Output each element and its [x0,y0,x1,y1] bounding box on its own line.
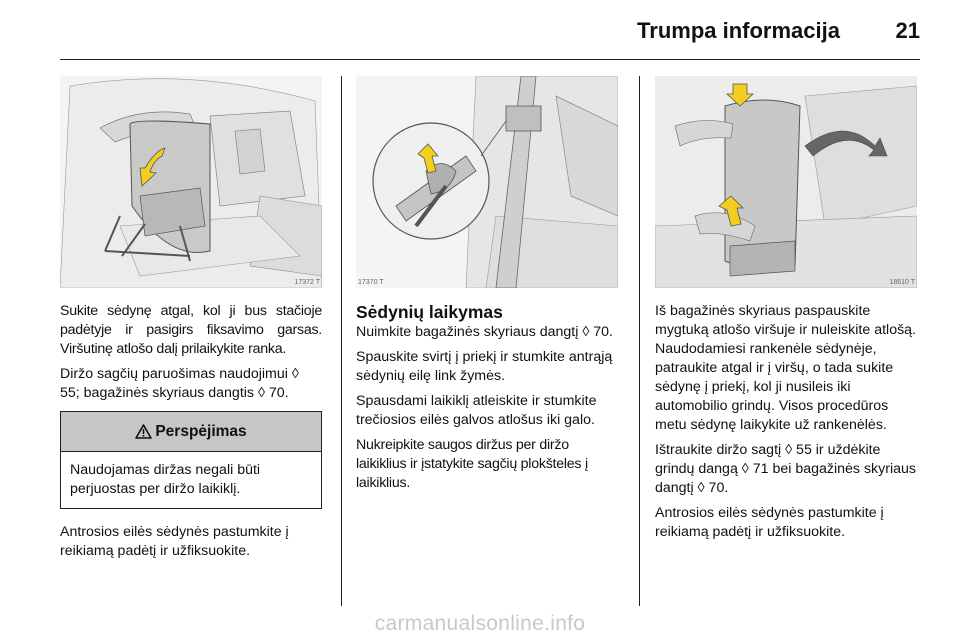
paragraph: Antrosios eilės sėdynės pastumkite į reikiamą padėtį ir užfiksuokite. [60,524,289,559]
page-number: 21 [895,18,920,43]
col1-after-warning [60,523,322,561]
column-1 [60,76,322,567]
paragraph: Sukite sėdynę atgal, kol ji bus stačioje padėtyje ir pasigirs fiksavimo garsas. Viršutinę atlošo dalį prilaikykite ranka. [60,303,322,357]
col2-text [356,302,618,493]
seat-fold-forward-illustration [655,76,917,288]
paragraph: Nukreipkite saugos diržus per diržo laikiklius ir įstatykite sagčių plokšteles į laikiklius. [356,437,588,491]
column-2 [356,76,618,499]
paragraph: Nuimkite bagažinės skyriaus dangtį ◊ 70. [356,324,613,340]
figure-seat-fold-forward [655,76,917,288]
page-header [60,0,920,60]
belt-holder-illustration [356,76,618,288]
figure-code: 17370 T [358,279,384,286]
section-heading: Sėdynių laikymas [356,302,503,322]
figure-seat-fold-back [60,76,322,288]
page-title: Trumpa informacija [637,18,840,43]
paragraph: Diržo sagčių paruošimas naudojimui ◊ 55; bagažinės skyriaus dangtis ◊ 70. [60,366,299,401]
paragraph: Ištraukite diržo sagtį ◊ 55 ir uždėkite grindų dangą ◊ 71 bei bagažinės skyriaus dangtį ◊ 70. [655,442,916,496]
col3-text [655,302,917,542]
column-divider-1 [341,76,342,606]
seat-fold-illustration [60,76,322,288]
warning-header [61,412,321,452]
warning-text: Naudojamas diržas negali būti perjuostas per diržo laikiklį. [70,462,261,497]
warning-triangle-icon [135,424,152,439]
warning-title: Perspėjimas [155,422,247,440]
figure-code: 18610 T [889,279,915,286]
figure-belt-holder [356,76,618,288]
column-divider-2 [639,76,640,606]
paragraph: Spauskite svirtį į priekį ir stumkite antrąją sėdynių eilę link žymės. [356,349,613,384]
figure-code: 17372 T [294,279,320,286]
col1-text [60,302,322,403]
paragraph: Spausdami laikiklį atleiskite ir stumkite trečiosios eilės galvos atlošus iki galo. [356,393,597,428]
watermark: carmanualsonline.info [374,612,586,635]
warning-box [60,411,322,509]
paragraph: Iš bagažinės skyriaus paspauskite mygtuką atlošo viršuje ir nuleiskite atlošą. Naudodamiesi rankenėle sėdynėje, patraukite atgal ir į viršų, o tada sukite sėdynę į priekį, kol ji nusileis iki automobilio grindų. Visos procedūros metu sėdynę laikykite už rankenėlės. [655,303,917,433]
paragraph: Antrosios eilės sėdynės pastumkite į reikiamą padėtį ir užfiksuokite. [655,505,884,540]
column-3 [655,76,917,548]
